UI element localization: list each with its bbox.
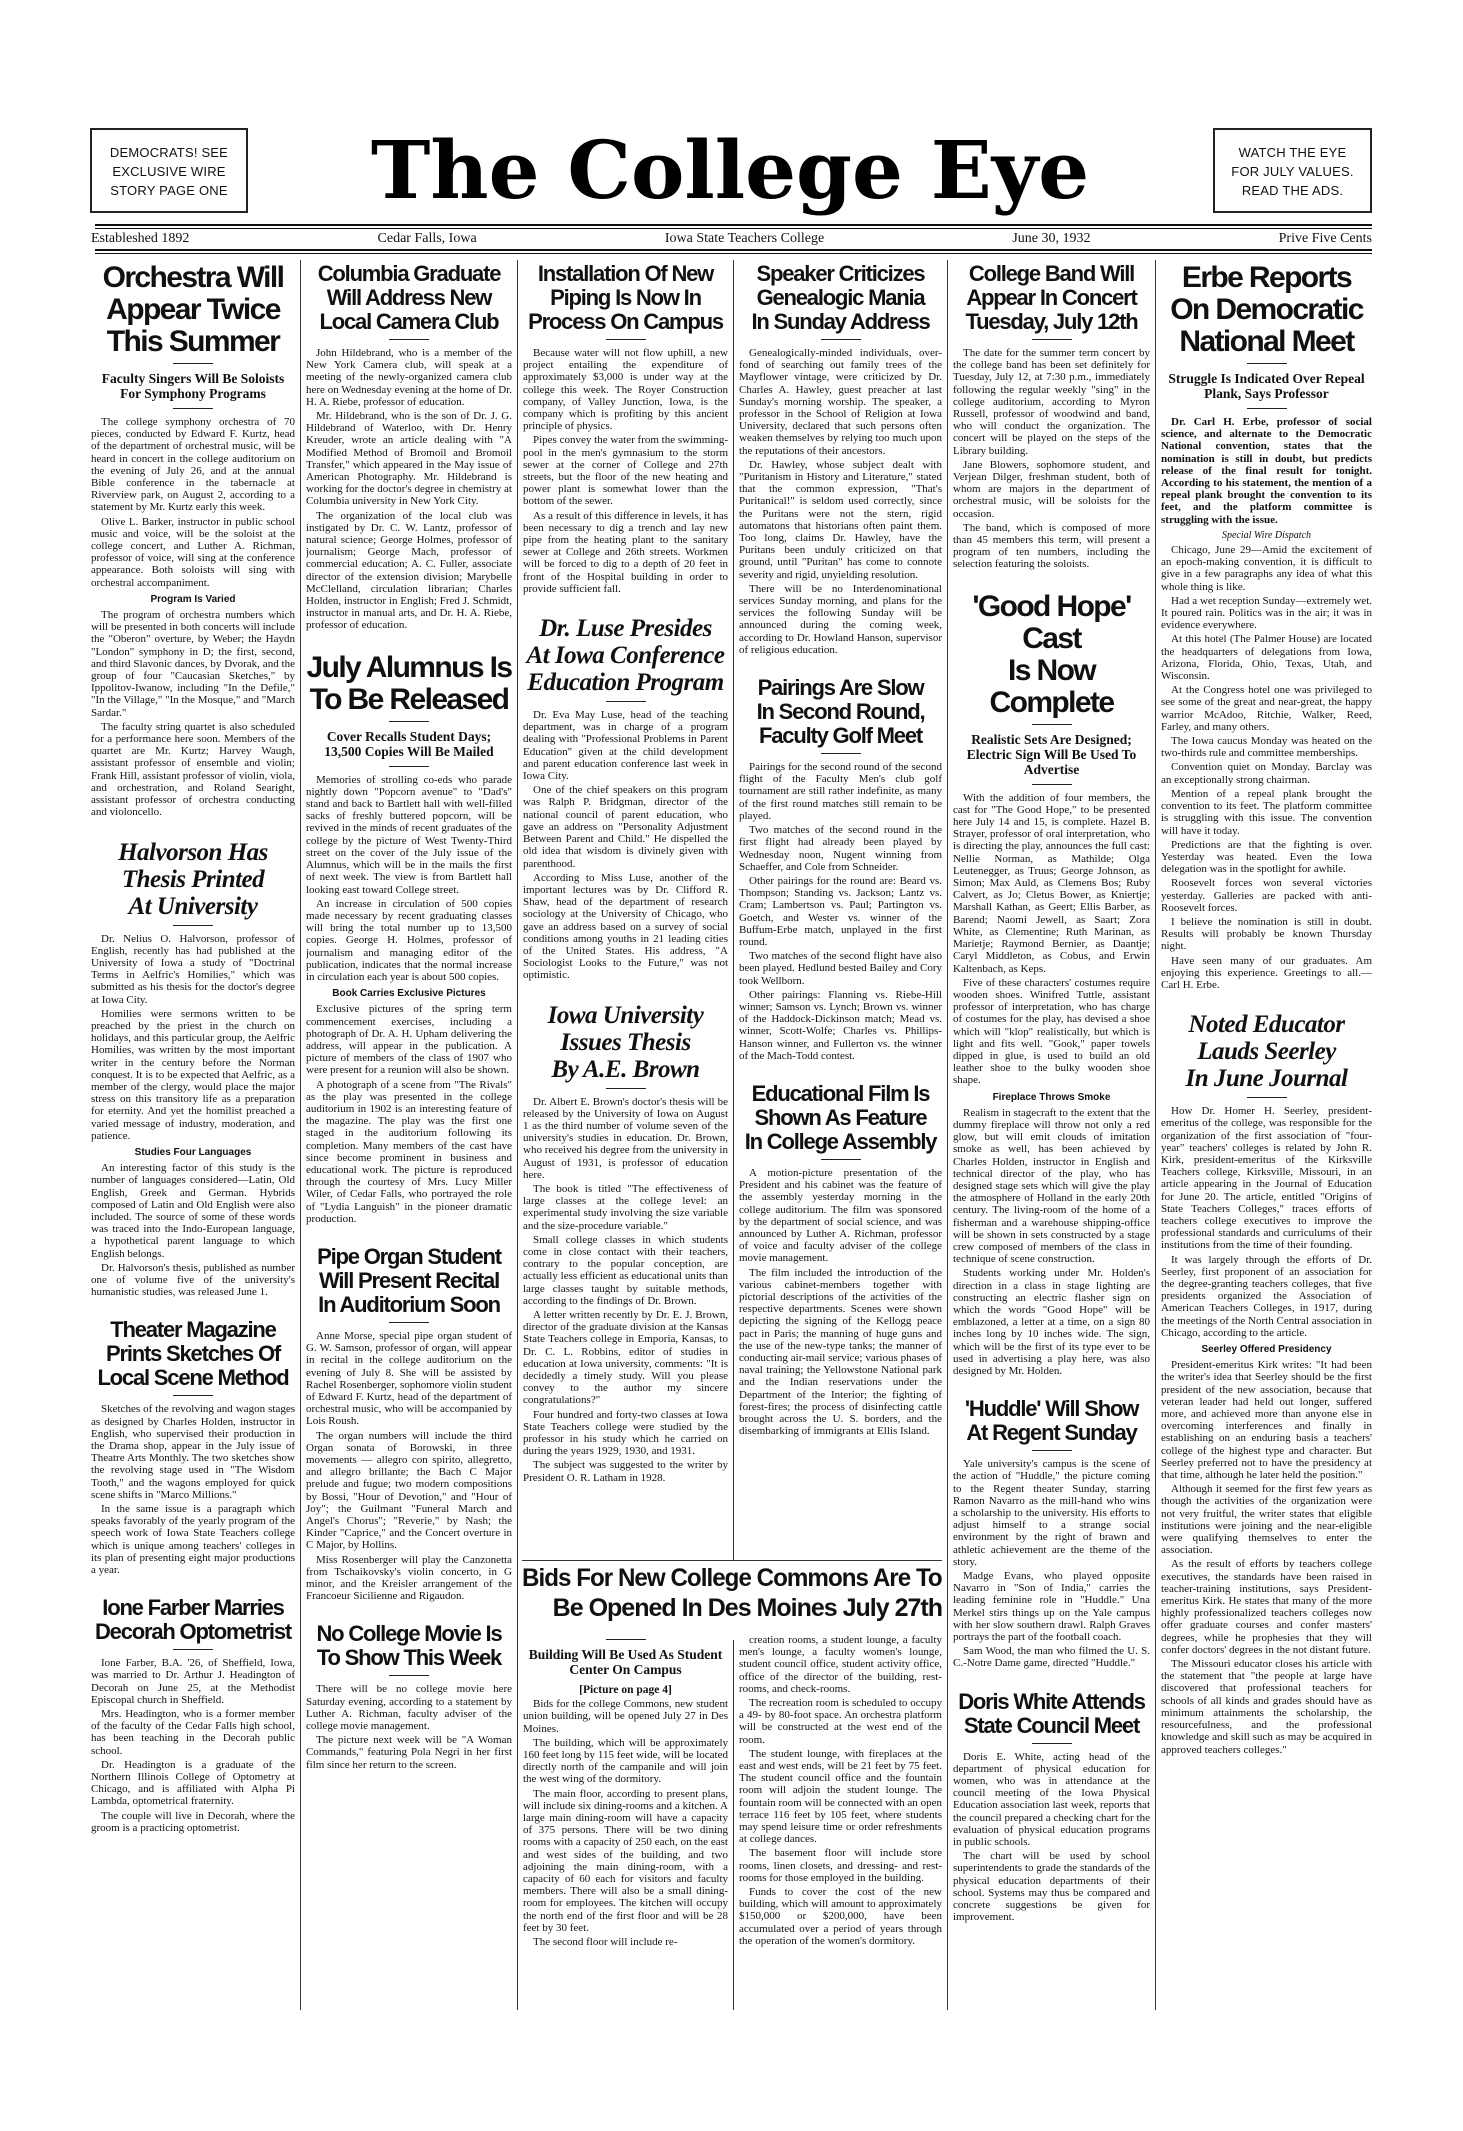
paragraph: Sketches of the revolving and wagon stages as designed by Charles Holden, instructor in English, who supervised their production in the Drama shop, appear in the July issue of Theatre Arts Monthly. The two sketches show the revolving stage used in "The Wisdom Tooth," and the wagons employed for quick scene shifts in "Marco Millions."	[91, 1403, 295, 1501]
headline-rule	[173, 1395, 213, 1396]
headline-line: Pairings Are Slow	[757, 675, 924, 701]
column-divider	[517, 260, 518, 2010]
paragraph: Ione Farber, B.A. '26, of Sheffield, Iowa, was married to Dr. Arthur J. Headington of Decorah on June 25, at the Methodist Episcopal church in Sheffield.	[91, 1657, 295, 1706]
headline-line: Local Scene Method	[97, 1365, 289, 1391]
headline-line: Is Now Complete	[989, 653, 1114, 719]
headline-line: In Second Round,	[756, 699, 925, 725]
headline-rule	[1032, 339, 1072, 340]
headline-rule	[173, 925, 213, 926]
headline	[739, 1082, 942, 1154]
paragraph: One of the chief speakers on this program was Ralph P. Bridgman, director of the national council of parent education, who gave an address on "Personality Adjustment Between Parent and Child." He dispelled the old idea that wisdom is divinely given with parenthood.	[523, 784, 728, 870]
subheadline: Cover Recalls Student Days; 13,500 Copies Will Be Mailed	[324, 728, 494, 759]
headline	[91, 1318, 295, 1390]
headline-rule	[173, 1649, 213, 1650]
headline	[953, 591, 1150, 719]
paragraph: Pipes convey the water from the swimming-pool in the men's gymnasium to the storm sewer at the corner of College and 27th streets, but the floor of the new heating and power plant is somewhat lower than the bottom of the sewer.	[523, 434, 728, 508]
headline-line: Process On Campus	[528, 309, 723, 334]
commons-headline	[522, 1563, 942, 1623]
headline-line: Pipe Organ Student	[317, 1243, 501, 1269]
article-gap	[306, 1227, 512, 1241]
article-gap	[739, 658, 942, 672]
column-5	[953, 258, 1150, 2010]
headline-line: Prints Sketches Of	[105, 1341, 281, 1367]
headline-line: Local Camera Club	[319, 309, 499, 334]
headline-line: No College Movie Is	[316, 1621, 502, 1647]
headline-line-row	[522, 1563, 942, 1593]
paragraph: An interesting factor of this study is the number of languages considered—Latin, Old English, Greek and German. Hybrids composed of Latin and Old English were also included. The source of some of these words was traced into the Indo-European language, a hypothetical parent language to which English belongs.	[91, 1162, 295, 1260]
headline-line: In Sunday Address	[751, 309, 930, 334]
paragraph: Chicago, June 29—Amid the excitement of an epoch-making convention, it is difficult to give in a few paragraphs any idea of what this whole thing is like.	[1161, 544, 1372, 593]
headline-line: In Auditorium Soon	[318, 1291, 500, 1317]
headline	[1161, 262, 1372, 358]
headline-rule	[821, 1159, 861, 1160]
headline-line: Will Address New	[326, 285, 492, 310]
headline-line: 'Huddle' Will Show	[964, 1396, 1139, 1422]
ear-line: EXCLUSIVE WIRE	[112, 164, 226, 179]
headline-rule	[1032, 1743, 1072, 1744]
headline-rule	[606, 1088, 646, 1089]
article-gap	[91, 1300, 295, 1314]
headline-rule	[821, 753, 861, 754]
headline-line: On Democratic	[1170, 293, 1363, 326]
article-gap	[91, 1578, 295, 1592]
headline-line: Be Opened In Des Moines July 27th	[552, 1594, 942, 1622]
paragraph: Had a wet reception Sunday—extremely wet. It poured rain. Politics was in the air; it was in evidence everywhere.	[1161, 594, 1372, 632]
college: Iowa State Teachers College	[664, 231, 825, 246]
paragraph: Pairings for the second round of the second flight of the Faculty Men's club golf tournament are still rather indefinite, as many of the first round matches still remain to be played.	[739, 761, 942, 822]
paragraph: The main floor, according to present plans, will include six dining-rooms and a kitchen. A large main dining-room will have a capacity of 375 persons. There will be two dining rooms with a capacity of 250 each, on the east and west sides of the building, and two adjoining the main dining-room, with a capacity of 60 each for visitors and faculty members. There will also be a small dining-room for employees. The kitchen will occupy the north end of the first floor and will be 28 feet by 30 feet.	[523, 1787, 728, 1934]
headline	[306, 262, 512, 334]
ear-line: FOR JULY VALUES.	[1231, 164, 1354, 179]
headline-line: In June Journal	[1185, 1065, 1348, 1093]
paragraph: Memories of strolling co-eds who parade nightly down "Popcorn avenue" to "Dad's" stand and back to Bartlett hall with well-filled sacks of freshly buttered popcorn, will be revived in the minds of recent graduates of the college by the picture of West Twenty-Third street on the cover of the July issue of the Alumnus, which will be in the mails the first of next week. The view is from Bartlett hall looking east toward College street.	[306, 773, 512, 896]
newspaper-nameplate: The College Eye	[370, 123, 1090, 217]
paragraph: Dr. Halvorson's thesis, published as number one of volume five of the university's humanistic studies, was released June 1.	[91, 1261, 295, 1299]
headline	[91, 839, 295, 920]
paragraph: The film included the introduction of the various cabinet-members together with pictorial descriptions of the activities of the respective departments. Scenes were shown depicting the signing of the Kellogg peace pact in Paris; the manning of huge guns and the use of the new-type tanks; the manner of conducting air-mail service; various phases of naval training; the Yellowstone National park and the Indian reservations under the Department of the Interior; the fighting of forest-fires; the process of disinfecting cattle brought across the U. S. borders, and the disembarking of immigrants at Ellis Island.	[739, 1266, 942, 1438]
ear-line: STORY PAGE ONE	[110, 183, 228, 198]
headline-line: Issues Thesis	[560, 1028, 691, 1056]
column-divider	[733, 1640, 734, 2010]
paragraph: Sam Wood, the man who filmed the U. S. C.-Notre Dame game, directed "Huddle."	[953, 1645, 1150, 1670]
paragraph: Dr. Headington is a graduate of the Northern Illinois College of Optometry at Chicago, and is affiliated with Alpha Pi Lambda, optometrical fraternity.	[91, 1758, 295, 1808]
ear-line: DEMOCRATS! SEE	[109, 145, 229, 160]
paragraph: The program of orchestra numbers which will be presented in both concerts will include the "Oberon" overture, by Weber; the Haydn "London" symphony in D; the first, second, and third Slavonic dances, by Dvorak, and the group of four "Caucasian Sketches," by Ippolitov-Iwanow, including "In the Defile," "In the Village," "In the Mosque," and "March Sardar."	[91, 609, 295, 719]
headline-line: July Alumnus Is	[306, 650, 512, 684]
headline-rule	[1032, 1450, 1072, 1451]
headline	[953, 262, 1150, 334]
headline-rule	[1032, 784, 1072, 785]
headline-line: National Meet	[1179, 325, 1354, 358]
paragraph: Because water will not flow uphill, a new project entailing the expenditure of approximately $3,000 is under way at the college this week. The Royer Construction company, of Valley Junction, Iowa, is the company which is profiting by this ancient principle of physics.	[523, 347, 728, 433]
headline-line: At University	[128, 892, 258, 920]
paragraph: President-emeritus Kirk writes: "It had been the writer's idea that Seerley should be the first president of the new association, because that veteran leader had held out longer, suffered more, and achieved more than anyone else in overcoming interferences and finally in establishing on an enduring basis a teachers' college of the highest type and character. But Seerley preferred not to have the presidency at that time, although he later held the position."	[1161, 1359, 1372, 1482]
headline-line: Thesis Printed	[121, 865, 265, 893]
headline	[739, 262, 942, 334]
headline	[306, 652, 512, 716]
headline-line: To Show This Week	[316, 1645, 502, 1671]
paragraph: Have seen many of our graduates. Am enjoying this experience. Greetings to all.—Carl H. Erbe.	[1161, 954, 1372, 991]
article-gap	[953, 573, 1150, 587]
headline-line: Will Present Recital	[319, 1267, 499, 1293]
paragraph: The organ numbers will include the third Organ sonata of Borowski, in three movements — allegro con spirito, allegretto, and allegro brillante; the Bach C Major prelude and fugue; two modern compositions by Bossi, "Hour of Devotion," and "Hour of Joy"; the Guilmant "Funeral March and Angel's Chorus"; "Reverie," by Nash; the Kinder "Caprice," and the Concert overture in C Major, by Hollins.	[306, 1429, 512, 1552]
paragraph: With the addition of four members, the cast for "The Good Hope," to be presented here July 14 and 15, is complete. Hazel B. Strayer, professor of oral interpretation, who is directing the play, announces the full cast: Nellie Norman, as Mathilde; Olga Leutenegger, as Truus; George Johnson, as Simon; Max Auld, as Clemens Bos; Ruby Calvert, as Jo; Cletus Bower, as Kniertje; Marshall Kathan, as Geert; Ellis Barber, as Barend; Naomi Jewell, as Saart; Zora White, as Clementine; Ruth Marinan, as Marietje; Raymond Bernier, as Daantje; Caryl Middleton, as Cobus, and Erwin Kaltenbach, as Keps.	[953, 791, 1150, 975]
paragraph: At this hotel (The Palmer House) are located the headquarters of delegations from Iowa, Arizona, Florida, Ohio, Texas, Utah, and Wisconsin.	[1161, 633, 1372, 683]
column-divider	[733, 260, 734, 1560]
headline-line: Lauds Seerley	[1197, 1038, 1336, 1066]
article-gap	[91, 821, 295, 835]
price: Prive Five Cents	[1278, 231, 1372, 246]
headline-line: Education Program	[527, 669, 724, 697]
paragraph: Two matches of the second flight have also been played. Hedlund bested Bailey and Cory took Wellborn.	[739, 950, 942, 987]
city: Cedar Falls, Iowa	[377, 231, 477, 246]
headline-line: Erbe Reports	[1181, 261, 1352, 294]
headline-line: Piping Is Now In	[550, 285, 701, 310]
paragraph: The chart will be used by school superintendents to grade the standards of the physical education departments of their school. Systems may thus be compared and concrete suggestions be given for improvement.	[953, 1850, 1150, 1924]
headline-line: Genealogic Mania	[756, 285, 925, 310]
paragraph: Dr. Nelius O. Halvorson, professor of English, recently has had published at the University of Iowa a study of "Doctrinal Terms in Aelfric's Homilies," which was submitted as his thesis for the doctor's degree at Iowa City.	[91, 932, 295, 1006]
headline-line: Theater Magazine	[110, 1317, 276, 1343]
headline-line: This Summer	[106, 325, 280, 358]
headline-line: Dr. Luse Presides	[539, 615, 712, 643]
commons-column-left	[523, 1634, 728, 2010]
paragraph: Miss Rosenberger will play the Canzonetta from Tschaikovsky's violin concerto, in G minor, and the Kreisler arrangement of the Francoeur Sicilienne and Rigaudon.	[306, 1553, 512, 1603]
masthead-rule-bottom	[95, 249, 1372, 254]
headline-line: Speaker Criticizes	[756, 261, 925, 286]
paragraph: How Dr. Homer H. Seerley, president-emeritus of the college, was responsible for the organization of the first association of "four-year" teachers' colleges is related by John R. Kirk, president-emeritus of the Kirksville Teachers college, Kirksville, Missouri, in an article appearing in the Journal of Education for June 20. The article, entitled "Origins of State Teachers Colleges," traces efforts of teachers college executives to improve the professional standards and curriculums of their institutions from the time of their founding.	[1161, 1105, 1372, 1252]
paragraph: Jane Blowers, sophomore student, and Verjean Dilger, freshman student, both of whom are majors in the department of orchestral music, will be soloists for the occasion.	[953, 458, 1150, 520]
headline	[91, 1596, 295, 1644]
headline-rule	[389, 1675, 429, 1676]
paragraph: Convention quiet on Monday. Barclay was an exceptionally strong chairman.	[1161, 761, 1372, 786]
paragraph: The second floor will include re-	[533, 1936, 678, 1949]
paragraph: The date for the summer term concert by the college band has been set definitely for Tuesday, July 12, at 7:30 p.m., immediately following the regular weekly "sing" in the college auditorium, according to Myron Russell, professor of woodwind and band, who will conduct the organization. The concert will be played on the steps of the Library building.	[953, 347, 1150, 457]
paragraph: The college symphony orchestra of 70 pieces, conducted by Edward F. Kurtz, head of the department of orchestral music, will be heard in concert in the college auditorium on the evening of July 26, and at the annual Bible conference in the tabernacle at Riverview park, on August 2, according to a statement by Mr. Kurtz early this week.	[91, 416, 295, 514]
headline-line: Faculty Golf Meet	[759, 723, 922, 749]
column-6	[1161, 258, 1372, 2010]
headline-line: College Band Will	[968, 261, 1135, 286]
paragraph: Dr. Albert E. Brown's doctor's thesis will be released by the University of Iowa on August 1 as the third number of volume seven of the university's studies in education. Dr. Brown, who received his degree from the university in August of 1931, is professor of education here.	[523, 1095, 728, 1181]
headline-rule	[389, 339, 429, 340]
paragraph: It was largely through the efforts of Dr. Seerley, first proponent of an association for the degree-granting teachers colleges, that five presidents organized the Association of American Teachers Colleges, in 1917, during the meetings of the North Central association in Chicago, according to the article.	[1161, 1253, 1372, 1339]
paragraph: Homilies were sermons written to be preached by the priest in the church on holidays, and this particular group, the Aelfric Homilies, was written by the most important writer in the century before the Norman conquest. It is to be expected that Aelfric, as a member of the clergy, would place the major stress on this transitory life as a preparation for eternity. And yet the homilist preached a varied message of industry, moderation, and patience.	[91, 1007, 295, 1142]
paragraph: Students working under Mr. Holden's direction in a class in stage lighting are constructing an electric flasher sign on which the words "Good Hope" will be emblazoned, a letter at a time, on a sign 80 inches long by 10 inches wide. The sign, which will be the first of its type ever to be used in advertising a play here, was also designed by Mr. Holden.	[953, 1267, 1150, 1377]
section-subhead: Program Is Varied	[150, 593, 236, 605]
paragraph: There will be no Interdenominational services Sunday morning, and plans for the services the following Sunday will be announced during the coming week, according to Dr. Howland Hanson, supervisor of religious education.	[739, 582, 942, 656]
paragraph: The student lounge, with fireplaces at the east and west ends, will be 21 feet by 75 feet. The student council office and the fountain room will adjoin the student lounge. The fountain room will be connected with an open terrace 116 feet by 105 feet, where students may spend leisure time or order refreshments at college dances.	[739, 1747, 942, 1846]
column-2	[306, 258, 512, 2010]
headline-line: Appear In Concert	[966, 285, 1137, 310]
issue-date: June 30, 1932	[1012, 231, 1091, 246]
headline-line: Decorah Optometrist	[94, 1619, 292, 1645]
subheadline: Realistic Sets Are Designed; Electric Sign Will Be Used To Advertise	[966, 731, 1137, 777]
paragraph: The picture next week will be "A Woman Commands," featuring Pola Negri in her first film since her return to the screen.	[306, 1734, 512, 1771]
headline-line: Bids For New College Commons Are To	[522, 1564, 942, 1592]
column-divider	[300, 260, 301, 2010]
headline-line: Installation Of New	[537, 261, 714, 286]
headline-line-row	[522, 1593, 942, 1623]
headline	[306, 1622, 512, 1670]
headline-rule	[1247, 363, 1287, 364]
headline	[523, 262, 728, 334]
paragraph: The subject was suggested to the writer by President O. R. Latham in 1928.	[523, 1459, 728, 1484]
headline-line: Appear Twice	[106, 293, 280, 326]
subheadline: Struggle Is Indicated Over Repeal Plank, Says Professor	[1168, 371, 1365, 401]
paragraph: There will be no college movie here Saturday evening, according to a statement by Luther A. Richman, faculty adviser of the college movie management.	[306, 1683, 512, 1733]
paragraph: As the result of efforts by teachers college executives, the standards have been raised in teacher-training institutions, says President-emeritus Kirk. He states that many of the more highly professionalized teachers colleges now offer graduate courses and confer masters' degrees, while he prophesies that they will confer doctors' degrees in the not distant future.	[1161, 1558, 1372, 1656]
paragraph: Roosevelt forces won several victories yesterday. Galleries are packed with anti-Roosevelt forces.	[1161, 877, 1372, 914]
headline-line: Columbia Graduate	[317, 261, 501, 286]
column-divider	[1155, 260, 1156, 2010]
folio-line	[91, 231, 1372, 247]
paragraph: Doris E. White, acting head of the department of physical education for women, who was in attendance at the council meeting of the Iowa Physical Education association last week, reports that the council prepared a checking chart for the evaluation of physical education programs in public schools.	[953, 1750, 1150, 1849]
ear-box-left	[90, 128, 248, 213]
headline-line: State Council Meet	[963, 1712, 1140, 1738]
paragraph: A motion-picture presentation of the President and his cabinet was the feature of the assembly yesterday morning in the college auditorium. The film was sponsored by the department of social science, and was announced by Luther A. Richman, professor of voice and faculty adviser of the college movie management.	[739, 1166, 942, 1265]
headline-line: Ione Farber Marries	[102, 1595, 284, 1621]
ear-line: WATCH THE EYE	[1238, 145, 1347, 160]
paragraph: Other pairings for the round are: Beard vs. Thompson; Standing vs. Jackson; Lantz vs. Cram; Lambertson vs. Paul; Partington vs. Goetch, and Wester vs. winner of the Buffum-Erbe match, unplayed in the first round.	[739, 874, 942, 948]
article-gap	[953, 1672, 1150, 1686]
headline-line: Noted Educator	[1188, 1011, 1345, 1039]
headline-line: To Be Released	[309, 682, 509, 716]
paragraph: Dr. Hawley, whose subject dealt with "Puritanism in History and Literature," stated that the common expression, "That's Puritanical!" is seldom used correctly, since the Puritans were not the stern, rigid automatons that historians often paint them. Too long, claims Dr. Hawley, have the Puritans been unduly criticized on that ground, until "Puritan" has come to connote severity and rigid, unyielding resolution.	[739, 458, 942, 581]
lead-paragraph: Dr. Carl H. Erbe, professor of social science, and alternate to the Democratic National convention, states that the nomination is still in doubt, but predicts release of the final result for tonight. According to his statement, the mention of a repeal plank brought the convention to its feet, and the platform committee is struggling with the issue.	[1161, 416, 1372, 526]
paragraph: Bids for the college Commons, new student union building, will be opened July 27 in Des Moines.	[523, 1698, 728, 1735]
paragraph: Mr. Hildebrand, who is the son of Dr. J. G. Hildebrand of Waterloo, with Dr. Henry Kreuder, wrote an article dealing with "A Modified Method of Bromoil and Bromoil Transfer," which appeared in the May issue of American Photography. Mr. Hildebrand is working for the doctor's degree in chemistry at Columbia university in New York City.	[306, 410, 512, 508]
paragraph: Mention of a repeal plank brought the convention to its feet. The platform committee is struggling with this issue. The convention will have it today.	[1161, 787, 1372, 837]
headline-rule	[606, 339, 646, 340]
column-3	[523, 258, 728, 1558]
paragraph: The building, which will be approximately 160 feet long by 115 feet wide, will be located directly north of the campanile and will join the west wing of the dormitory.	[523, 1736, 728, 1786]
paragraph: At the Congress hotel one was privileged to see some of the great and near-great, the happy warrior McAdoo, Ritchie, Walker, Reed, Farley, and many others.	[1161, 684, 1372, 733]
headline	[739, 676, 942, 748]
headline	[306, 1245, 512, 1317]
picture-note: [Picture on page 4]	[579, 1684, 672, 1696]
article-gap	[1161, 993, 1372, 1007]
headline-line: Iowa University	[547, 1001, 704, 1029]
paragraph: Dr. Eva May Luse, head of the teaching department, was in charge of a program dealing with "Professional Problems in Parent Education" given at the child development and parent education conference last week in Iowa City.	[523, 709, 728, 783]
paragraph: The Missouri educator closes his article with the statement that "the people at large have discovered that professional teachers for schools of all kinds and grades should have as minimum attainments the scholarship, the resourcefulness, and the professional knowledge and skill such as may be acquired in approved teachers colleges."	[1161, 1658, 1372, 1756]
section-subhead: Book Carries Exclusive Pictures	[332, 988, 486, 1000]
dateline: Special Wire Dispatch	[1221, 529, 1312, 541]
headline	[91, 262, 295, 358]
subheadline: Faculty Singers Will Be Soloists For Symphony Programs	[101, 371, 285, 401]
headline-rule	[1247, 408, 1287, 409]
paragraph: Two matches of the second round in the first flight had already been played by Wednesday noon, Nugent winning from Schaeffer, and Cole from Schneider.	[739, 824, 942, 873]
article-gap	[523, 597, 728, 611]
headline-line: By A.E. Brown	[551, 1055, 700, 1083]
ear-line: READ THE ADS.	[1241, 183, 1344, 198]
headline-line: At Iowa Conference	[526, 642, 725, 670]
headline-rule	[522, 1560, 942, 1561]
paragraph: The Iowa caucus Monday was heated on the two-thirds rule and committee memberships.	[1161, 735, 1372, 760]
paragraph: The faculty string quartet is also scheduled for a performance here soon. Members of the quartet are Mr. Kurtz; Harvey Waugh, assistant professor of ensemble and violin; Frank Hill, assistant professor of violin, viola, and orchestration, and Roland Searight, assistant professor of orchestra conducting and violoncello.	[91, 720, 295, 819]
paragraph: I believe the nomination is still in doubt. Results will probably be known Thursday night.	[1161, 915, 1372, 953]
paragraph: Four hundred and forty-two classes at Iowa State Teachers college were studied by the professor in his study which he carried on during the years 1929, 1930, and 1931.	[523, 1408, 728, 1458]
headline	[1161, 1011, 1372, 1092]
headline-line: Shown As Feature	[754, 1104, 927, 1130]
paragraph: The book is titled "The effectiveness of large classes at the college level: an experimental study involving the size variable and the size-procedure variable."	[523, 1182, 728, 1232]
paragraph: Anne Morse, special pipe organ student of G. W. Samson, professor of organ, will appear in recital in the college auditorium on the evening of July 8. She will be assisted by Rachel Rosenberger, sophomore violin student of Edward F. Kurtz, head of the department of orchestral music, who will be accompanied by Lois Roush.	[306, 1329, 512, 1428]
paragraph: Madge Evans, who played opposite Navarro in "Son of India," carries the leading feminine role in "Huddle." Una Merkel stirs things up on the Yale campus with her slow southern drawl. Ralph Graves portrays the part of the football coach.	[953, 1570, 1150, 1644]
headline-line: Halvorson Has	[118, 838, 268, 866]
ear-box-right	[1213, 128, 1372, 213]
headline-line: Doris White Attends	[958, 1688, 1145, 1714]
paragraph: Olive L. Barker, instructor in public school music and voice, will be the soloist at the college concert, and Luther A. Richman, professor of voice, will sing at the conference appearance. Both soloists will sing with orchestral accompaniment.	[91, 515, 295, 589]
paragraph: Yale university's campus is the scene of the action of "Huddle," the picture coming to the Regent theater Sunday, starring Ramon Navarro as the mill-hand who wins a scholarship to the university. His efforts to adjust himself to a strange social environment by the right of brawn and athletic achievement are the theme of the story.	[953, 1458, 1150, 1568]
paragraph: An increase in circulation of 500 copies made necessary by recent graduating classes will bring the total number up to 13,500 copies. George H. Holmes, professor of journalism and managing editor of the publication, indicates that the normal increase in circulation each year is about 500 copies.	[306, 897, 512, 983]
headline-rule	[389, 1322, 429, 1323]
paragraph: Although it seemed for the first few years as though the activities of the organization were not very fruitful, the writer states that eligible institutions were joining and the near-eligible were qualifying themselves to enter the association.	[1161, 1483, 1372, 1557]
headline-line: In College Assembly	[744, 1128, 937, 1154]
headline-line: Tuesday, July 12th	[965, 309, 1138, 334]
section-subhead: Studies Four Languages	[134, 1146, 252, 1158]
paragraph: According to Miss Luse, another of the important lectures was by Dr. Clifford R. Shaw, head of the department of research sociology at the University of Chicago, who gave an address based on a survey of social conditions among youths in 21 leading cities of the United States. His address, "A Sociologist Looks to the Future," was not optimistic.	[523, 871, 728, 982]
paragraph: Other pairings: Flanning vs. Riebe-Hill winner; Samson vs. Lynch; Brown vs. winner of the Haddock-Dickinson match; Mead vs. winner, Scott-Wolfe; Charles vs. Phillips-Hanson winner, and Fullerton vs. the winner of the Mach-Todd contest.	[739, 988, 942, 1062]
paragraph: In the same issue is a paragraph which speaks favorably of the yearly program of the speech work of Iowa State Teachers college which is unique among teachers' colleges in its plan of presenting eight major productions a year.	[91, 1503, 295, 1577]
headline-line: At Regent Sunday	[966, 1420, 1137, 1446]
paragraph: The band, which is composed of more than 45 members this term, will present a program of ten numbers, including the selection featuring the soloists.	[953, 521, 1150, 571]
column-4	[739, 258, 942, 1558]
headline-rule	[389, 721, 429, 722]
paragraph: The couple will live in Decorah, where the groom is a practicing optometrist.	[91, 1809, 295, 1834]
headline-rule	[389, 766, 429, 767]
headline-rule	[606, 701, 646, 702]
paragraph: creation rooms, a student lounge, a faculty men's lounge, a faculty women's lounge, student council office, student activity office, office of the director of the building, rest-rooms, and check-rooms.	[739, 1634, 942, 1695]
article-gap	[523, 984, 728, 998]
headline-rule	[821, 339, 861, 340]
paragraph: Genealogically-minded individuals, over-fond of searching out family trees of the Mayflower vintage, were criticized by Dr. Charles A. Hawley, guest preacher at last Sunday's morning worship. The speaker, a professor in the School of Religion at Iowa University, declared that such persons often weaken themselves by relying too much upon the reputations of their ancestors.	[739, 347, 942, 457]
paragraph: The basement floor will include store rooms, linen closets, and dressing- and rest-rooms for those employed in the building.	[739, 1847, 942, 1884]
headline-line: Orchestra Will	[102, 261, 284, 294]
paragraph: Funds to cover the cost of the new building, which will amount to approximately $150,000 or $200,000, have been accumulated over a period of years through the operation of the women's dormitory.	[739, 1886, 942, 1947]
headline-rule	[606, 1639, 646, 1640]
section-subhead: Seerley Offered Presidency	[1201, 1344, 1332, 1355]
masthead-rule-top	[95, 224, 1372, 229]
paragraph: A letter written recently by Dr. E. J. Brown, director of the graduate division at the Kansas State Teachers college in Emporia, Kansas, to Dr. C. L. Robbins, editor of studies in education at Iowa university, comments: "It is decidedly a timely study. Will you please convey to the author my sincere congratulations?"	[523, 1308, 728, 1407]
paragraph: Five of these characters' costumes require wooden shoes. Winifred Tuttle, assistant professor of interpretation, who has charge of costumes for the play, has devised a shoe which will "klop" realistically, but which is light and fits well. "Gook," paper towels dipped in glue, is used to build an old leather shoe to the bulky wooden shoe shape.	[953, 976, 1150, 1087]
paragraph: John Hildebrand, who is a member of the New York Camera club, will speak at a meeting of the newly-organized camera club here on Wednesday evening at the home of Dr. H. A. Riebe, professor of education.	[306, 347, 512, 408]
paragraph: The recreation room is scheduled to occupy a 49- by 80-foot space. An orchestra platform will be constructed at the west end of the room.	[739, 1697, 942, 1746]
headline-rule	[1247, 1097, 1287, 1098]
headline	[523, 615, 728, 696]
column-1	[91, 258, 295, 2010]
paragraph: As a result of this difference in levels, it has been necessary to dig a trench and lay new pipe from the heating plant to the sanitary sewer at College and 26th streets. Workmen will be forced to dig to a depth of 20 feet in front of the Hospital building in order to provide sufficient fall.	[523, 509, 728, 595]
article-gap	[739, 1064, 942, 1078]
paragraph: Mrs. Headington, who is a former member of the faculty of the Cedar Falls high school, has been teaching in the Decorah public school.	[91, 1708, 295, 1757]
headline-line: 'Good Hope' Cast	[972, 589, 1131, 655]
subheadline: Building Will Be Used As Student Center On Campus	[528, 1647, 723, 1677]
column-divider	[947, 260, 948, 2010]
headline	[953, 1690, 1150, 1738]
paragraph: Predictions are that the fighting is over. Yesterday was heated. Even the Iowa delegation was in the spotlight for awhile.	[1161, 838, 1372, 876]
paragraph: Realism in stagecraft to the extent that the dummy fireplace will throw not only a red glow, but will emit clouds of imitation smoke as well, has been achieved by Charles Holden, instructor in English and technical director of the play, who has designed stage sets which will give the play the atmosphere of Holland in the early 20th century. The living-room of the home of a fisherman and a warehouse shipping-office will be shown in sets constructed by a stage crew composed of members of the class in technique of scene construction.	[953, 1106, 1150, 1266]
article-gap	[306, 1604, 512, 1618]
paragraph: A photograph of a scene from "The Rivals" as the play was presented in the college auditorium in 1902 is an interesting feature of the magazine. The play was the first one staged in the auditorium following its completion. Many members of the cast have since become prominent in business and educational work. The picture is reproduced through the courtesy of Mrs. Lucy Miller Wiler, of Cedar Falls, who portrayed the role of "Lydia Languish" in the pioneer dramatic production.	[306, 1078, 512, 1225]
paragraph: Small college classes in which students come in close contact with their teachers, contrary to the popular conception, are actually less efficient as educational units than large classes taught by suitable methods, according to the findings of Dr. Brown.	[523, 1233, 728, 1307]
established: Estableshed 1892	[91, 231, 190, 246]
headline	[523, 1002, 728, 1083]
article-gap	[953, 1379, 1150, 1393]
article-gap	[306, 634, 512, 648]
headline	[953, 1397, 1150, 1445]
headline-rule	[173, 363, 213, 364]
headline-line: Educational Film Is	[751, 1080, 930, 1106]
section-subhead: Fireplace Throws Smoke	[992, 1091, 1111, 1103]
headline-rule	[1032, 724, 1072, 725]
commons-column-right	[739, 1634, 942, 2010]
paragraph: The organization of the local club was instigated by Dr. C. W. Lantz, professor of natural science; George Holmes, professor of journalism; George Mach, professor of commercial education; A. C. Fuller, associate director of the extension division; Marybelle McClelland, circulation librarian; Charles Holden, instructor in English; Fred J. Schmidt, instructor in manual arts, and Dr. H. A. Riebe, professor of education.	[306, 509, 512, 632]
headline-rule	[173, 408, 213, 409]
paragraph: Exclusive pictures of the spring term commencement exercises, including a photograph of Dr. A. H. Upham delivering the address, will appear in the publication. A picture of members of the class of 1907 who were present for a reunion will also be shown.	[306, 1003, 512, 1077]
